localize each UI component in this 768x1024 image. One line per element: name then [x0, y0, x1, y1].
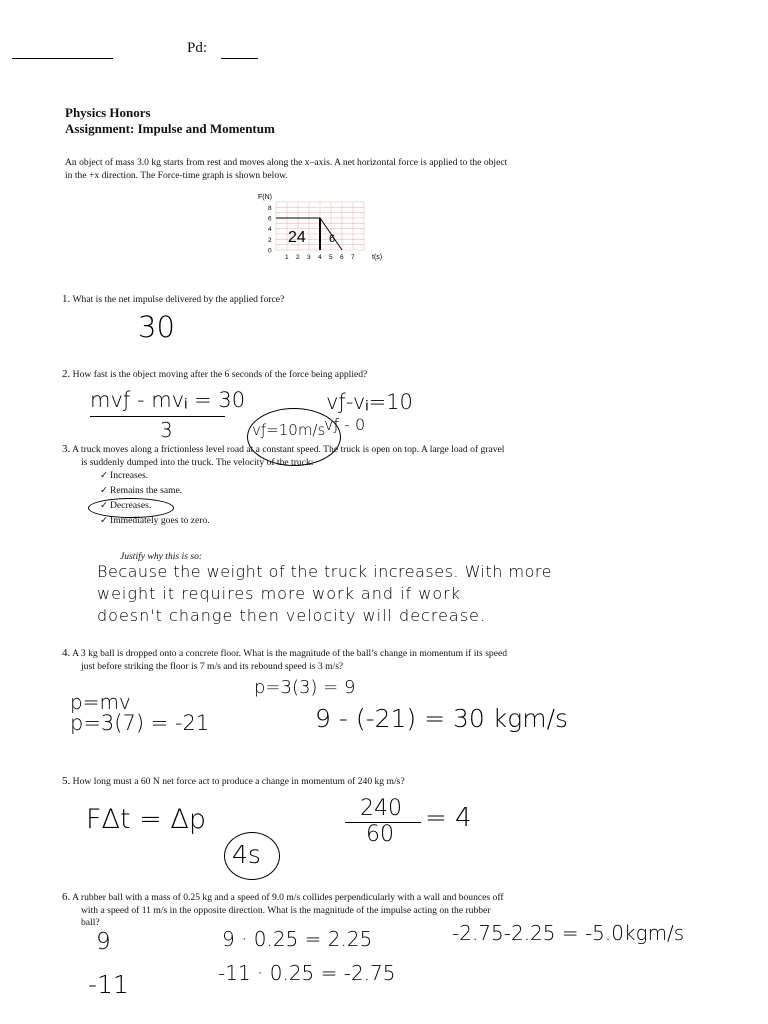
x-tick-label: 2 — [296, 254, 300, 261]
answer-6-final-speed: -11 — [88, 970, 129, 999]
question-text-line-1: A rubber ball with a mass of 0.25 kg and a speed of 9.0 m/s collides perpendicularly with a wall and bounces off — [72, 892, 504, 903]
y-tick-label: 6 — [268, 215, 272, 223]
question-text-line-1: A 3 kg ball is dropped onto a concrete floor. What is the magnitude of the ball’s change in momentum if its speed — [72, 648, 508, 659]
question-text-line-3: ball? — [81, 917, 100, 929]
answer-5-result: = 4 — [425, 803, 472, 833]
answer-5-numerator: 240 — [360, 796, 402, 821]
answer-6-step-2: -11 · 0.25 = -2.75 — [218, 961, 396, 985]
question-number: 2. — [62, 368, 71, 380]
area-annotation-24: 24 — [288, 229, 306, 246]
answer-4-rebound: p=3(3) = 9 — [254, 677, 356, 698]
question-number: 1. — [62, 293, 71, 305]
question-text-line-1: A truck moves along a frictionless level road at a constant speed. The truck is open on top. A large load of gravel — [72, 444, 505, 455]
question-2 — [62, 368, 367, 382]
option-label: Decreases. — [110, 500, 152, 511]
answer-6-step-3: -2.75-2.25 = -5.0kgm/s — [452, 921, 685, 945]
check-mark-icon: ✓ — [100, 515, 109, 526]
option-label: Increases. — [110, 470, 149, 481]
option-label: Immediately goes to zero. — [110, 515, 210, 526]
x-tick-label: 4 — [318, 254, 322, 261]
answer-1: 30 — [138, 310, 175, 344]
area-annotation-6: 6 — [329, 233, 336, 245]
y-tick-label: 4 — [268, 226, 272, 234]
intro-line-1: An object of mass 3.0 kg starts from rest and moves along the x–axis. A net horizontal force is applied to the object — [65, 157, 508, 168]
answer-2-initial-velocity: vƒ - 0 — [324, 415, 366, 434]
selected-option-circle — [88, 498, 174, 518]
question-number: 5. — [62, 775, 71, 787]
force-time-chart — [252, 188, 392, 266]
x-axis-label: t(s) — [372, 254, 383, 261]
question-6 — [62, 891, 504, 930]
x-tick-label: 3 — [307, 254, 311, 261]
question-number: 4. — [62, 647, 71, 659]
answer-5-answer: 4s — [232, 840, 261, 869]
y-tick-label: 8 — [268, 204, 272, 212]
answer-4-formula: p=mv — [70, 690, 131, 714]
answer-2-velocity-diff: vƒ-vᵢ=10 — [326, 390, 413, 414]
question-text: How long must a 60 N net force act to produce a change in momentum of 240 kg m/s? — [72, 776, 405, 787]
pd-blank-line[interactable] — [221, 46, 258, 59]
answer-2-divisor: 3 — [160, 418, 173, 442]
check-mark-icon: ✓ — [100, 470, 109, 481]
question-5 — [62, 775, 405, 789]
question-number: 6. — [62, 891, 71, 903]
y-tick-label: 0 — [268, 247, 272, 255]
answer-4-result: 9 - (-21) = 30 kgm/s — [315, 704, 569, 733]
question-text: How fast is the object moving after the 6 seconds of the force being applied? — [72, 369, 368, 380]
question-text-line-2: is suddenly dumped into the truck. The velocity of the truck: — [81, 456, 314, 468]
question-text-line-2: just before striking the floor is 7 m/s and its rebound speed is 3 m/s? — [81, 660, 344, 672]
answer-2-fraction-bar — [90, 416, 225, 417]
answer-6-initial-speed: 9 — [96, 929, 111, 955]
question-number: 3. — [62, 443, 71, 455]
question-1 — [62, 293, 284, 307]
y-tick-label: 2 — [268, 236, 272, 244]
answer-2-equation: mvƒ - mvᵢ = 30 — [90, 388, 246, 412]
x-tick-label: 5 — [329, 254, 333, 261]
question-text: What is the net impulse delivered by the applied force? — [72, 294, 285, 305]
question-4 — [62, 647, 507, 673]
answer-5-formula: FΔt = Δp — [86, 804, 206, 835]
x-tick-label: 1 — [285, 254, 289, 261]
question-text-line-2: with a speed of 11 m/s in the opposite direction. What is the magnitude of the impulse acting on the rubber — [81, 904, 491, 916]
answer-6-step-1: 9 · 0.25 = 2.25 — [222, 927, 373, 951]
course-title: Physics Honors — [65, 105, 151, 120]
answer-2-final-velocity: vƒ=10m/s — [252, 421, 326, 439]
answer-3-line-1: Because the weight of the truck increases. With more — [97, 562, 552, 581]
x-tick-label: 6 — [340, 254, 344, 261]
name-blank-line[interactable] — [12, 46, 113, 59]
answer-3-line-3: doesn't change then velocity will decrease. — [97, 606, 486, 625]
intro-line-2: in the +x direction. The Force-time graph is shown below. — [65, 170, 288, 181]
y-axis-label: F(N) — [258, 194, 272, 201]
question-3 — [62, 443, 504, 469]
option-label: Remains the same. — [110, 485, 183, 496]
answer-4-initial: p=3(7) = -21 — [70, 711, 210, 735]
answer-3-line-2: weight it requires more work and if work — [97, 584, 461, 603]
assignment-title: Assignment: Impulse and Momentum — [65, 121, 275, 136]
pd-label: Pd: — [187, 40, 208, 56]
check-mark-icon: ✓ — [100, 485, 109, 496]
answer-5-denominator: 60 — [366, 822, 394, 847]
x-tick-label: 7 — [351, 254, 355, 261]
check-mark-icon: ✓ — [100, 500, 109, 511]
justify-prompt: Justify why this is so: — [120, 551, 203, 562]
option-remains-same[interactable] — [100, 483, 210, 498]
option-increases[interactable] — [100, 468, 210, 483]
